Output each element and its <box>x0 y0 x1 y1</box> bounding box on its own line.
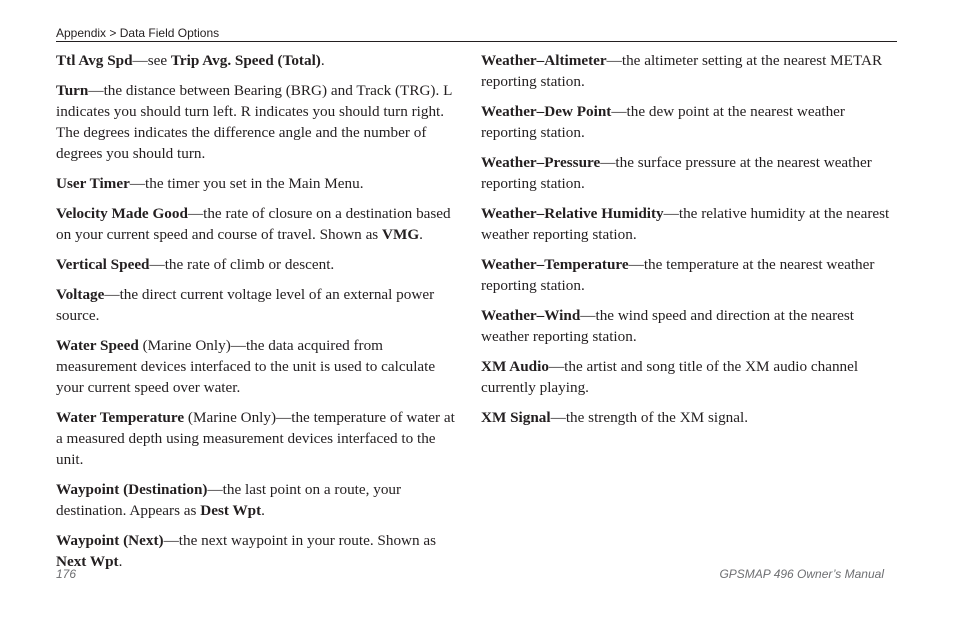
definition-text: . <box>261 502 265 519</box>
term-bold: Trip Avg. Speed (Total) <box>170 52 321 69</box>
definition-text: —the dew point at the nearest weather reporting station. <box>481 103 845 141</box>
definition-entry <box>481 101 891 143</box>
definition-text: —the distance between Bearing (BRG) and Track (TRG). L indicates you should turn left. R indicates you should turn right. The degrees indicates the difference angle and the number of degrees you should turn. <box>56 82 452 162</box>
definition-entry <box>56 50 464 71</box>
breadcrumb <box>56 26 219 40</box>
definition-text: —the direct current voltage level of an external power source. <box>56 286 435 324</box>
definition-entry <box>481 254 891 296</box>
definition-text: —the last point on a route, your destination. Appears as <box>56 481 402 519</box>
definition-entry <box>56 335 464 398</box>
term-bold: Ttl Avg Spd <box>56 52 133 69</box>
term-bold: Weather–Pressure <box>481 154 601 171</box>
header-rule <box>56 41 897 42</box>
term-bold: VMG <box>382 226 420 243</box>
definition-entry <box>481 356 891 398</box>
definition-text: (Marine Only)—the data acquired from measurement devices interfaced to the unit is used to calculate your current speed over water. <box>56 337 436 396</box>
definition-text: —the altimeter setting at the nearest METAR reporting station. <box>481 52 883 90</box>
term-bold: Velocity Made Good <box>56 205 188 222</box>
term-bold: XM Signal <box>481 409 551 426</box>
definition-text: . <box>118 553 123 570</box>
term-bold: Weather–Temperature <box>481 256 629 273</box>
definition-entry <box>481 203 891 245</box>
right-column <box>481 50 891 437</box>
definition-text: —the rate of climb or descent. <box>149 256 335 273</box>
term-bold: Water Temperature <box>56 409 185 426</box>
definition-text: —see <box>132 52 171 69</box>
definition-entry <box>56 80 464 164</box>
manual-title: GPSMAP 496 Owner’s Manual <box>719 567 884 581</box>
definition-entry <box>56 284 464 326</box>
term-bold: User Timer <box>56 175 130 192</box>
definition-entry <box>481 50 891 92</box>
definition-text: —the strength of the XM signal. <box>550 409 749 426</box>
definition-entry <box>56 530 464 572</box>
term-bold: Vertical Speed <box>56 256 150 273</box>
term-bold: Weather–Dew Point <box>481 103 612 120</box>
definition-text: —the timer you set in the Main Menu. <box>129 175 364 192</box>
definition-text: —the relative humidity at the nearest weather reporting station. <box>481 205 890 243</box>
term-bold: Waypoint (Next) <box>56 532 164 549</box>
definition-text: —the artist and song title of the XM audio channel currently playing. <box>481 358 859 396</box>
term-bold: Weather–Altimeter <box>481 52 607 69</box>
breadcrumb-page: Data Field Options <box>119 26 220 40</box>
definition-entry <box>481 152 891 194</box>
term-bold: Turn <box>56 82 89 99</box>
breadcrumb-separator: > <box>106 26 120 40</box>
definition-entry <box>56 407 464 470</box>
term-bold: Weather–Relative Humidity <box>481 205 664 222</box>
definition-entry <box>481 305 891 347</box>
term-bold: Waypoint (Destination) <box>56 481 208 498</box>
definition-text: —the surface pressure at the nearest weather reporting station. <box>481 154 872 192</box>
definition-entry <box>481 407 891 428</box>
term-bold: XM Audio <box>481 358 549 375</box>
term-bold: Water Speed <box>56 337 139 354</box>
definition-text: —the temperature at the nearest weather reporting station. <box>481 256 875 294</box>
term-bold: Voltage <box>56 286 105 303</box>
definition-text: —the wind speed and direction at the nearest weather reporting station. <box>481 307 854 345</box>
definition-entry <box>56 254 464 275</box>
definition-text: . <box>419 226 423 243</box>
breadcrumb-section: Appendix <box>56 26 107 40</box>
left-column <box>56 50 464 581</box>
term-bold: Next Wpt <box>56 553 119 570</box>
definition-text: . <box>320 52 325 69</box>
definition-entry <box>56 203 464 245</box>
term-bold: Weather–Wind <box>481 307 581 324</box>
definition-entry <box>56 479 464 521</box>
definition-entry <box>56 173 464 194</box>
term-bold: Dest Wpt <box>200 502 262 519</box>
definition-text: —the rate of closure on a destination based on your current speed and course of travel. Shown as <box>56 205 451 243</box>
definition-text: —the next waypoint in your route. Shown as <box>163 532 437 549</box>
definition-text: (Marine Only)—the temperature of water at a measured depth using measurement devices interfaced to the unit. <box>56 409 455 468</box>
page-number: 176 <box>56 567 77 581</box>
